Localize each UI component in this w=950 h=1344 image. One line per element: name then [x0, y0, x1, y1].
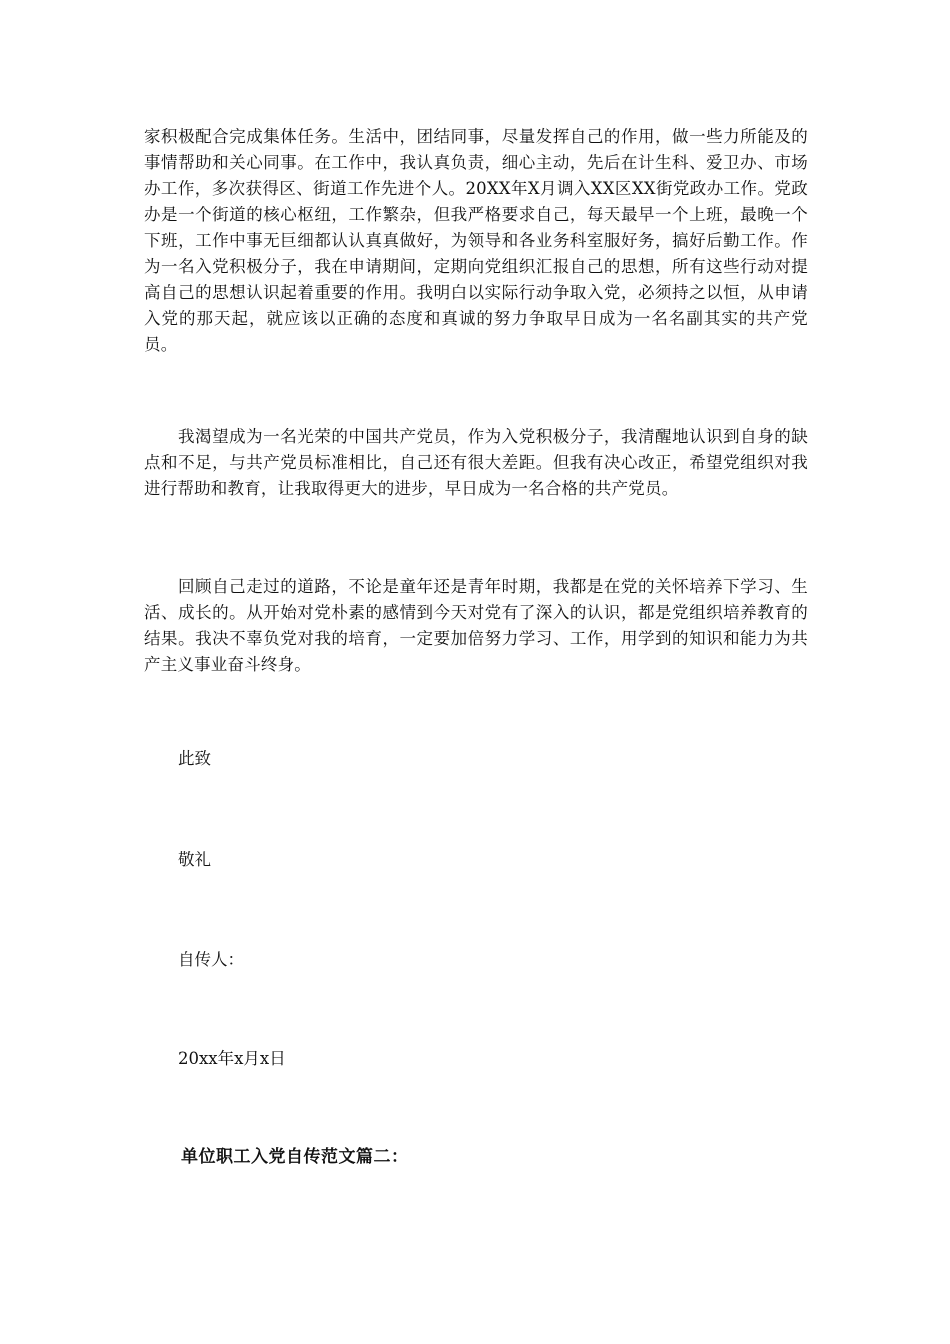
closing-regards: 敬礼 — [178, 850, 211, 869]
paragraph-work-experience: 家积极配合完成集体任务。生活中，团结同事，尽量发挥自己的作用，做一些力所能及的事情帮助和关心同事。在工作中，我认真负责，细心主动，先后在计生科、爱卫办、市场办工作，多次获得区、街道工作先进个人。20XX年X月调入XX区XX街党政办工作。党政办是一个街道的核心枢纽，工作繁杂，但我严格要求自己，每天最早一个上班，最晚一个下班，工作中事无巨细都认认真真做好，为领导和各业务科室服好务，搞好后勤工作。作为一名入党积极分子，我在申请期间，定期向党组织汇报自己的思想，所有这些行动对提高自己的思想认识起着重要的作用。我明白以实际行动争取入党，必须持之以恒，从申请入党的那天起，就应该以正确的态度和真诚的努力争取早日成为一名名副其实的共产党员。 — [144, 127, 808, 354]
paragraph-reflection: 回顾自己走过的道路，不论是童年还是青年时期，我都是在党的关怀培养下学习、生活、成长的。从开始对党朴素的感情到今天对党有了深入的认识，都是党组织培养教育的结果。我决不辜负党对我的培育，一定要加倍努力学习、工作，用学到的知识和能力为共产主义事业奋斗终身。 — [144, 577, 808, 674]
document-date: 20xx年x月x日 — [178, 1049, 286, 1068]
section-heading-part-two: 单位职工入党自传范文篇二： — [181, 1147, 409, 1167]
author-label: 自传人： — [178, 950, 244, 969]
closing-salutation: 此致 — [178, 749, 211, 768]
paragraph-aspiration: 我渴望成为一名光荣的中国共产党员，作为入党积极分子，我清醒地认识到自身的缺点和不足，与共产党员标准相比，自己还有很大差距。但我有决心改正，希望党组织对我进行帮助和教育，让我取得更大的进步，早日成为一名合格的共产党员。 — [144, 427, 808, 498]
